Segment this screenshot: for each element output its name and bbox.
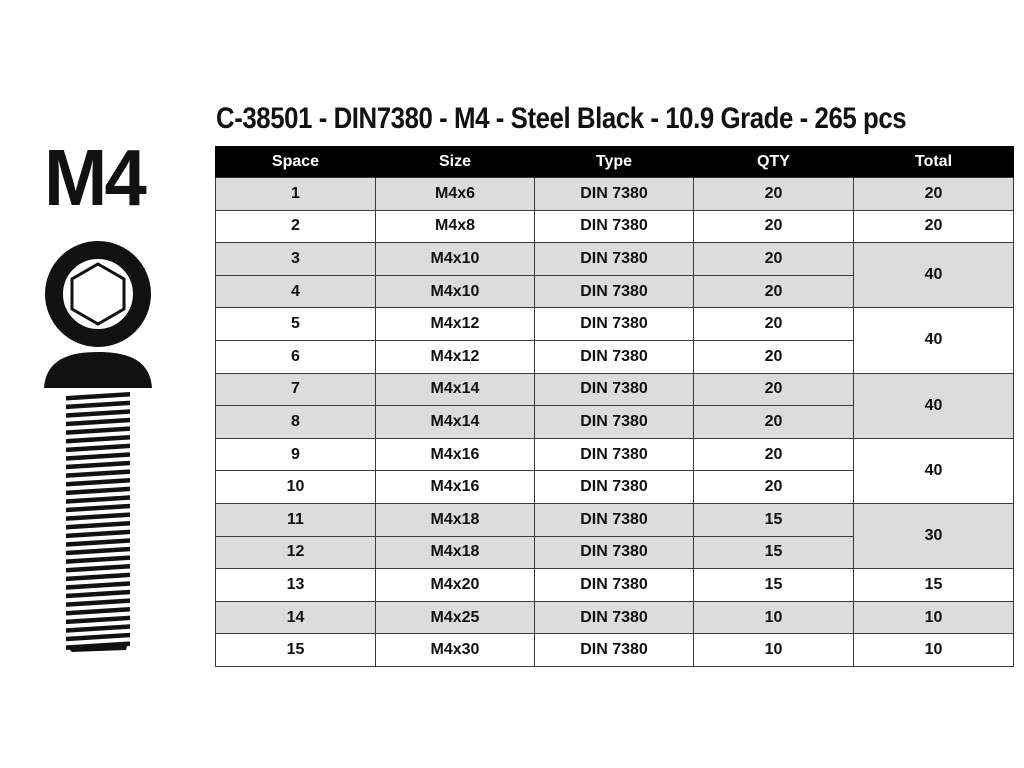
cell-qty: 20 (694, 210, 854, 243)
cell-type: DIN 7380 (535, 634, 694, 667)
cell-total: 20 (854, 210, 1014, 243)
cell-space: 10 (216, 471, 376, 504)
cell-space: 6 (216, 340, 376, 373)
cell-qty: 10 (694, 601, 854, 634)
cell-space: 4 (216, 275, 376, 308)
cell-size: M4x14 (376, 406, 535, 439)
spec-table (215, 146, 1014, 667)
cell-space: 14 (216, 601, 376, 634)
cell-size: M4x10 (376, 275, 535, 308)
cell-space: 12 (216, 536, 376, 569)
table-header-row (216, 146, 1014, 178)
cell-type: DIN 7380 (535, 243, 694, 276)
cell-type: DIN 7380 (535, 275, 694, 308)
table-row (216, 178, 1014, 211)
cell-type: DIN 7380 (535, 438, 694, 471)
cell-type: DIN 7380 (535, 601, 694, 634)
cell-space: 3 (216, 243, 376, 276)
table-row (216, 210, 1014, 243)
cell-space: 11 (216, 503, 376, 536)
cell-type: DIN 7380 (535, 210, 694, 243)
table-row (216, 308, 1014, 341)
cell-type: DIN 7380 (535, 308, 694, 341)
cell-space: 5 (216, 308, 376, 341)
cell-type: DIN 7380 (535, 471, 694, 504)
cell-space: 13 (216, 569, 376, 602)
cell-total: 40 (854, 373, 1014, 438)
table-row (216, 503, 1014, 536)
column-header-type: Type (535, 146, 694, 178)
cell-qty: 20 (694, 406, 854, 439)
cell-type: DIN 7380 (535, 569, 694, 602)
hex-socket-head-icon (44, 240, 152, 348)
table-row (216, 373, 1014, 406)
cell-qty: 15 (694, 569, 854, 602)
cell-qty: 20 (694, 438, 854, 471)
page-title: C-38501 - DIN7380 - M4 - Steel Black - 10.9 Grade - 265 pcs (216, 102, 907, 135)
cell-size: M4x30 (376, 634, 535, 667)
cell-total: 40 (854, 243, 1014, 308)
cell-size: M4x16 (376, 471, 535, 504)
cell-space: 8 (216, 406, 376, 439)
table-row (216, 569, 1014, 602)
cell-type: DIN 7380 (535, 406, 694, 439)
cell-size: M4x6 (376, 178, 535, 211)
cell-type: DIN 7380 (535, 178, 694, 211)
cell-type: DIN 7380 (535, 503, 694, 536)
table-row (216, 243, 1014, 276)
button-head-bolt-icon (42, 352, 154, 652)
cell-size: M4x12 (376, 340, 535, 373)
cell-qty: 10 (694, 634, 854, 667)
cell-qty: 20 (694, 178, 854, 211)
table-row (216, 634, 1014, 667)
cell-size: M4x18 (376, 503, 535, 536)
cell-qty: 20 (694, 275, 854, 308)
cell-size: M4x25 (376, 601, 535, 634)
cell-total: 40 (854, 438, 1014, 503)
cell-qty: 15 (694, 503, 854, 536)
cell-total: 40 (854, 308, 1014, 373)
cell-size: M4x12 (376, 308, 535, 341)
cell-space: 15 (216, 634, 376, 667)
cell-space: 2 (216, 210, 376, 243)
cell-space: 9 (216, 438, 376, 471)
cell-total: 30 (854, 503, 1014, 568)
column-header-size: Size (376, 146, 535, 178)
cell-type: DIN 7380 (535, 373, 694, 406)
column-header-qty: QTY (694, 146, 854, 178)
cell-type: DIN 7380 (535, 536, 694, 569)
table-row (216, 601, 1014, 634)
column-header-space: Space (216, 146, 376, 178)
cell-type: DIN 7380 (535, 340, 694, 373)
cell-qty: 20 (694, 471, 854, 504)
cell-qty: 15 (694, 536, 854, 569)
cell-size: M4x18 (376, 536, 535, 569)
cell-size: M4x16 (376, 438, 535, 471)
cell-total: 10 (854, 601, 1014, 634)
cell-qty: 20 (694, 308, 854, 341)
cell-qty: 20 (694, 373, 854, 406)
cell-qty: 20 (694, 243, 854, 276)
cell-size: M4x8 (376, 210, 535, 243)
cell-size: M4x20 (376, 569, 535, 602)
cell-size: M4x10 (376, 243, 535, 276)
table-row (216, 438, 1014, 471)
cell-total: 15 (854, 569, 1014, 602)
size-label: M4 (44, 133, 144, 222)
cell-qty: 20 (694, 340, 854, 373)
column-header-total: Total (854, 146, 1014, 178)
cell-size: M4x14 (376, 373, 535, 406)
cell-space: 7 (216, 373, 376, 406)
cell-space: 1 (216, 178, 376, 211)
cell-total: 10 (854, 634, 1014, 667)
cell-total: 20 (854, 178, 1014, 211)
